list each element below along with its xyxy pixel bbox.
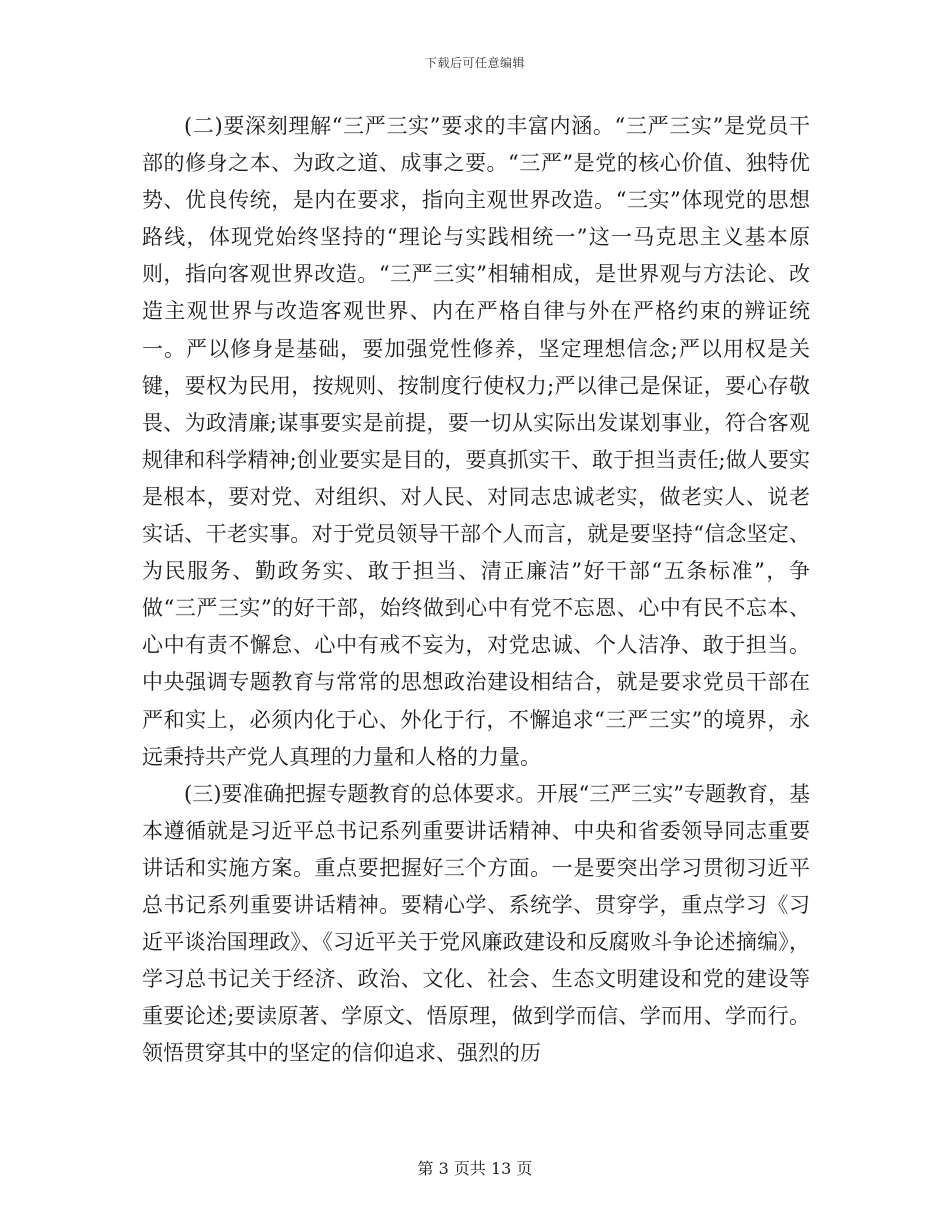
page-footer: 第 3 页共 13 页 bbox=[417, 1159, 533, 1178]
paragraph-2: (二)要深刻理解“三严三实”要求的丰富内涵。“三严三实”是党员干部的修身之本、为政之道、成事之要。“三严”是党的核心价值、独特优势、优良传统，是内在要求，指向主观世界改造。“三实”体现党的思想路线，体现党始终坚持的“理论与实践相统一”这一马克思主义基本原则，指向客观世界改造。“三严三实”相辅相成，是世界观与方法论、改造主观世界与改造客观世界、内在严格自律与外在严格约束的辨证统一。严以修身是基础，要加强党性修养，坚定理想信念;严以用权是关键，要权为民用，按规则、按制度行使权力;严以律己是保证，要心存敬畏、为政清廉;谋事要实是前提，要一切从实际出发谋划事业，符合客观规律和科学精神;创业要实是目的，要真抓实干、敢于担当责任;做人要实是根本，要对党、对组织、对人民、对同志忠诚老实，做老实人、说老实话、干老实事。对于党员领导干部个人而言，就是要坚持“信念坚定、为民服务、勤政务实、敢于担当、清正廉洁”好干部“五条标准”，争做“三严三实”的好干部，始终做到心中有党不忘恩、心中有民不忘本、心中有责不懈怠、心中有戒不妄为，对党忠诚、个人洁净、敢于担当。中央强调专题教育与常常的思想政治建设相结合，就是要求党员干部在严和实上，必须内化于心、外化于行，不懈追求“三严三实”的境界，永远秉持共产党人真理的力量和人格的力量。 bbox=[142, 114, 810, 769]
page-header: 下载后可任意编辑 bbox=[424, 56, 525, 70]
paragraph-3: (三)要准确把握专题教育的总体要求。开展“三严三实”专题教育，基本遵循就是习近平总书记系列重要讲话精神、中央和省委领导同志重要讲话和实施方案。重点要把握好三个方面。一是要突出学习贯彻习近平总书记系列重要讲话精神。要精心学、系统学、贯穿学，重点学习《习近平谈治国理政》、《习近平关于党风廉政建设和反腐败斗争论述摘编》，学习总书记关于经济、政治、文化、社会、生态文明建设和党的建设等重要论述;要读原著、学原文、悟原理，做到学而信、学而用、学而行。领悟贯穿其中的坚定的信仰追求、强烈的历 bbox=[142, 781, 810, 1066]
document-body bbox=[142, 108, 810, 1072]
